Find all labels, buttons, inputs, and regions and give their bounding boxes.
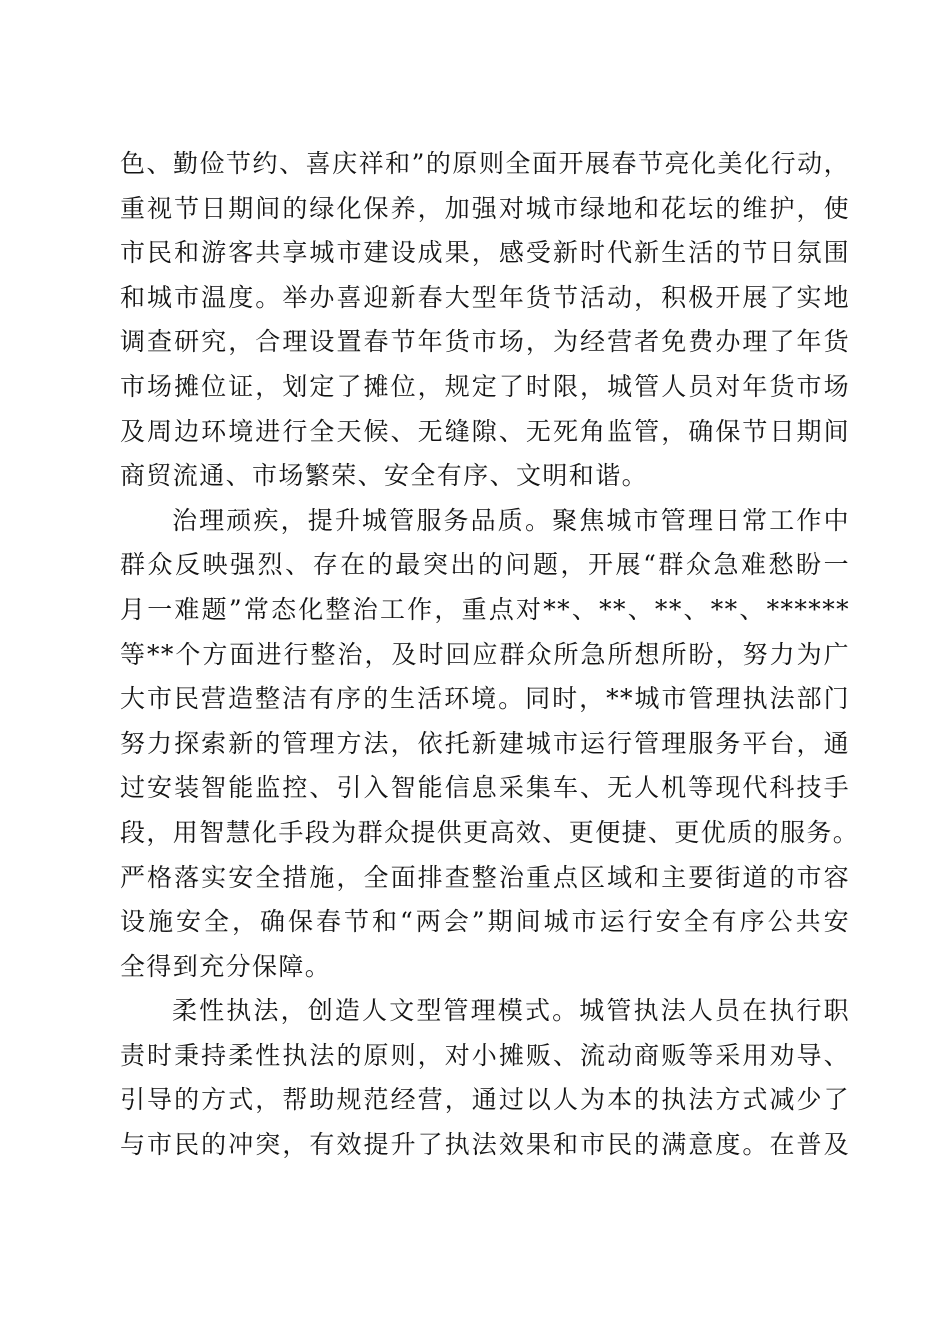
text-line: 引导的方式，帮助规范经营，通过以人为本的执法方式减少了 [120, 1085, 850, 1115]
text-line: 努力探索新的管理方法，依托新建城市运行管理服务平台，通 [120, 728, 850, 758]
text-line: 责时秉持柔性执法的原则，对小摊贩、流动商贩等采用劝导、 [120, 1040, 850, 1070]
text-line: 重视节日期间的绿化保养，加强对城市绿地和花坛的维护，使 [120, 193, 850, 223]
text-line: 群众反映强烈、存在的最突出的问题，开展“群众急难愁盼一 [120, 550, 850, 580]
text-line: 市民和游客共享城市建设成果，感受新时代新生活的节日氛围 [120, 238, 850, 268]
text-line: 市场摊位证，划定了摊位，规定了时限，城管人员对年货市场 [120, 371, 850, 401]
text-line: 全得到充分保障。 [120, 951, 332, 981]
text-line: 大市民营造整洁有序的生活环境。同时，**城市管理执法部门 [120, 684, 850, 714]
text-line: 商贸流通、市场繁荣、安全有序、文明和谐。 [120, 461, 649, 491]
paragraph-3 [120, 989, 850, 1167]
document-body [120, 142, 860, 1168]
text-line: 色、勤俭节约、喜庆祥和”的原则全面开展春节亮化美化行动， [120, 149, 850, 178]
text-line: 段，用智慧化手段为群众提供更高效、更便捷、更优质的服务。 [120, 817, 860, 847]
text-line: 治理顽疾，提升城管服务品质。聚焦城市管理日常工作中 [172, 505, 850, 535]
paragraph-2 [120, 499, 860, 990]
text-line: 严格落实安全措施，全面排查整治重点区域和主要街道的市容 [120, 862, 850, 892]
paragraph-1 [120, 142, 850, 499]
text-line: 柔性执法，创造人文型管理模式。城管执法人员在执行职 [172, 996, 850, 1026]
text-line: 等**个方面进行整治，及时回应群众所急所想所盼，努力为广 [120, 639, 850, 669]
text-line: 月一难题”常态化整治工作，重点对**、**、**、**、****** [120, 594, 850, 624]
text-line: 及周边环境进行全天候、无缝隙、无死角监管，确保节日期间 [120, 416, 850, 446]
text-line: 设施安全，确保春节和“两会”期间城市运行安全有序公共安 [120, 907, 850, 937]
text-line: 过安装智能监控、引入智能信息采集车、无人机等现代科技手 [120, 773, 850, 803]
text-line: 与市民的冲突，有效提升了执法效果和市民的满意度。在普及 [120, 1130, 850, 1160]
text-line: 和城市温度。举办喜迎新春大型年货节活动，积极开展了实地 [120, 282, 850, 312]
text-line: 调查研究，合理设置春节年货市场，为经营者免费办理了年货 [120, 327, 850, 357]
